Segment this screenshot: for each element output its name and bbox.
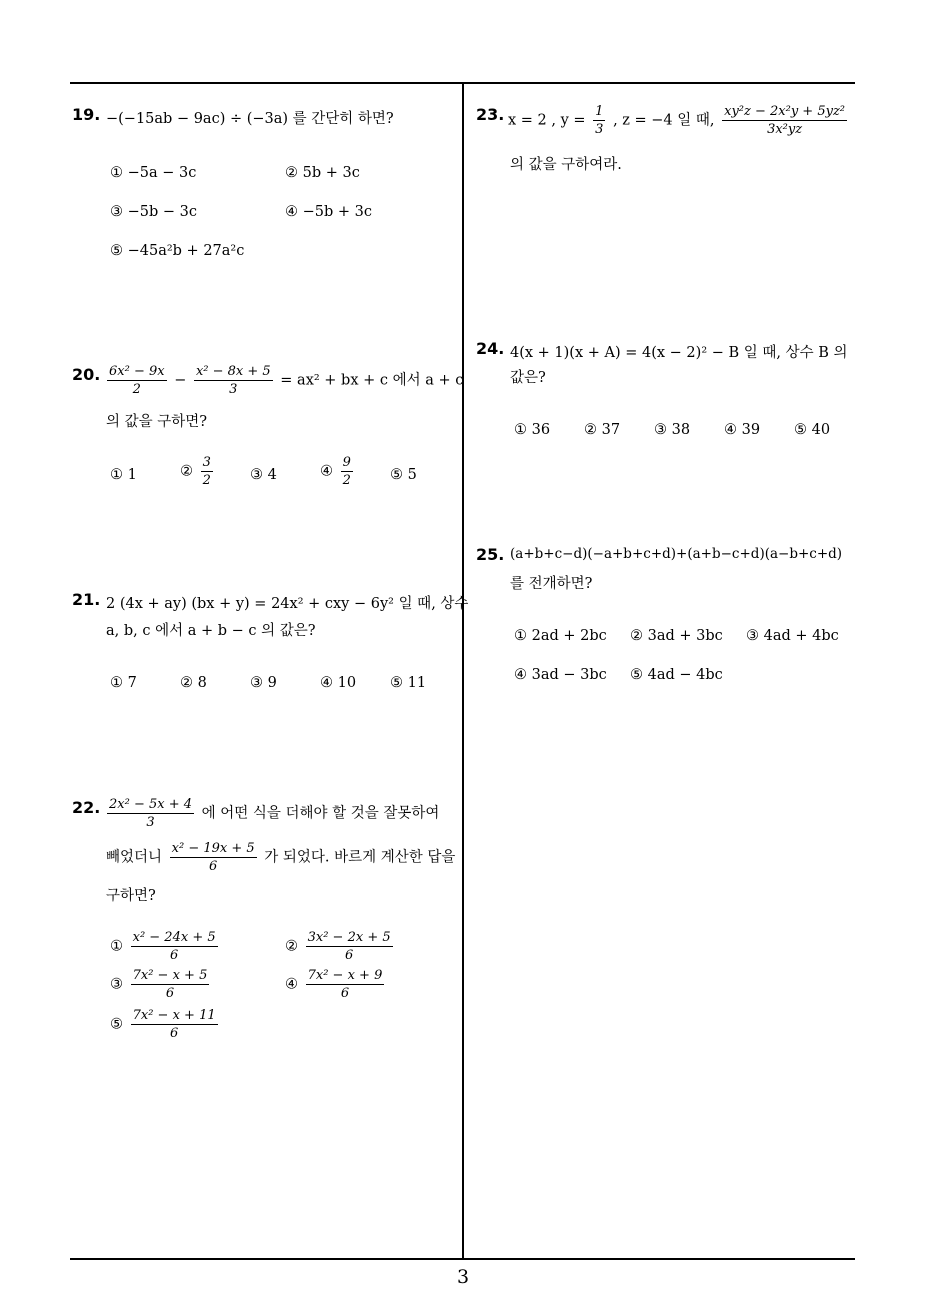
column-divider: [462, 82, 464, 1259]
option-4[interactable]: ④ 10: [320, 675, 357, 691]
option-4[interactable]: ④ 3ad − 3bc: [514, 667, 607, 683]
question-line-1: $\frac{\text{6x² − 9x}}{2}$ − $\frac{\text{x² − 8x + 5}}{3}$ = ax² + bx + c 에서 a + c: [109, 364, 464, 397]
question-number: 22.: [72, 798, 101, 817]
fraction: $\frac{\text{x² − 8x + 5}}{3}$: [195, 364, 271, 397]
question-number: 19.: [72, 105, 101, 124]
option-2[interactable]: ② 5b + 3c: [285, 165, 360, 181]
question-line-1: (a+b+c−d)(−a+b+c+d)+(a+b−c+d)(a−b+c+d): [510, 546, 843, 562]
option-2[interactable]: ② 3ad + 3bc: [630, 628, 723, 644]
question-text: −(−15ab − 9ac) ÷ (−3a) 를 간단히 하면?: [106, 111, 394, 127]
option-2[interactable]: ② 37: [584, 422, 621, 438]
option-2[interactable]: ② 8: [180, 675, 207, 691]
option-1[interactable]: ① 36: [514, 422, 551, 438]
question-line-1: $\frac{\text{2x² − 5x + 4}}{3}$ 에 어떤 식을 더해야 할 것을 잘못하여: [109, 797, 440, 830]
option-1[interactable]: ① 1: [110, 467, 137, 483]
option-3[interactable]: ③ 9: [250, 675, 277, 691]
option-4[interactable]: ④ 39: [724, 422, 761, 438]
option-2[interactable]: ② $\frac{\text{3x² − 2x + 5}}{6}$: [285, 930, 391, 963]
option-5[interactable]: ⑤ $\frac{\text{7x² − x + 11}}{6}$: [110, 1008, 216, 1041]
option-5[interactable]: ⑤ 40: [794, 422, 831, 438]
question-line-2: 를 전개하면?: [510, 576, 593, 592]
option-3[interactable]: ③ 4ad + 4bc: [746, 628, 839, 644]
question-line-3: 구하면?: [106, 888, 156, 904]
question-line-1: 2 (4x + ay) (bx + y) = 24x² + cxy − 6y² 일 때, 상수: [106, 596, 469, 612]
question-line-2: 값은?: [510, 370, 546, 386]
option-2[interactable]: ② $\frac{3}{2}$: [180, 455, 211, 488]
option-1[interactable]: ① $\frac{\text{x² − 24x + 5}}{6}$: [110, 930, 216, 963]
option-3[interactable]: ③ −5b − 3c: [110, 204, 197, 220]
question-line-2: a, b, c 에서 a + b − c 의 값은?: [106, 623, 316, 639]
option-3[interactable]: ③ 4: [250, 467, 277, 483]
question-number: 25.: [476, 545, 505, 564]
fraction: $\frac{\text{6x² − 9x}}{2}$: [109, 364, 165, 397]
option-1[interactable]: ① 7: [110, 675, 137, 691]
question-line-2: 빼었더니 $\frac{\text{x² − 19x + 5}}{6}$ 가 되었다. 바르게 계산한 답을: [106, 841, 456, 874]
question-line-2: 의 값을 구하여라.: [510, 157, 622, 173]
option-3[interactable]: ③ 38: [654, 422, 691, 438]
option-1[interactable]: ① −5a − 3c: [110, 165, 197, 181]
option-5[interactable]: ⑤ 11: [390, 675, 427, 691]
option-5[interactable]: ⑤ −45a²b + 27a²c: [110, 243, 245, 259]
question-number: 24.: [476, 339, 505, 358]
question-number: 23.: [476, 105, 505, 124]
question-line-1: 4(x + 1)(x + A) = 4(x − 2)² − B 일 때, 상수 B 의: [510, 345, 848, 361]
page-number: 3: [456, 1266, 470, 1288]
option-5[interactable]: ⑤ 5: [390, 467, 417, 483]
option-4[interactable]: ④ −5b + 3c: [285, 204, 372, 220]
question-number: 21.: [72, 590, 101, 609]
option-5[interactable]: ⑤ 4ad − 4bc: [630, 667, 723, 683]
option-1[interactable]: ① 2ad + 2bc: [514, 628, 607, 644]
question-line-1: x = 2 , y = $\frac{1}{3}$ , z = −4 일 때, $\frac{\text{xy²z − 2x²y + 5yz²}}{\text{3x²yz}}$: [508, 104, 846, 137]
question-number: 20.: [72, 365, 101, 384]
option-4[interactable]: ④ $\frac{9}{2}$: [320, 455, 351, 488]
option-3[interactable]: ③ $\frac{\text{7x² − x + 5}}{6}$: [110, 968, 208, 1001]
option-4[interactable]: ④ $\frac{\text{7x² − x + 9}}{6}$: [285, 968, 383, 1001]
question-line-2: 의 값을 구하면?: [106, 414, 208, 430]
